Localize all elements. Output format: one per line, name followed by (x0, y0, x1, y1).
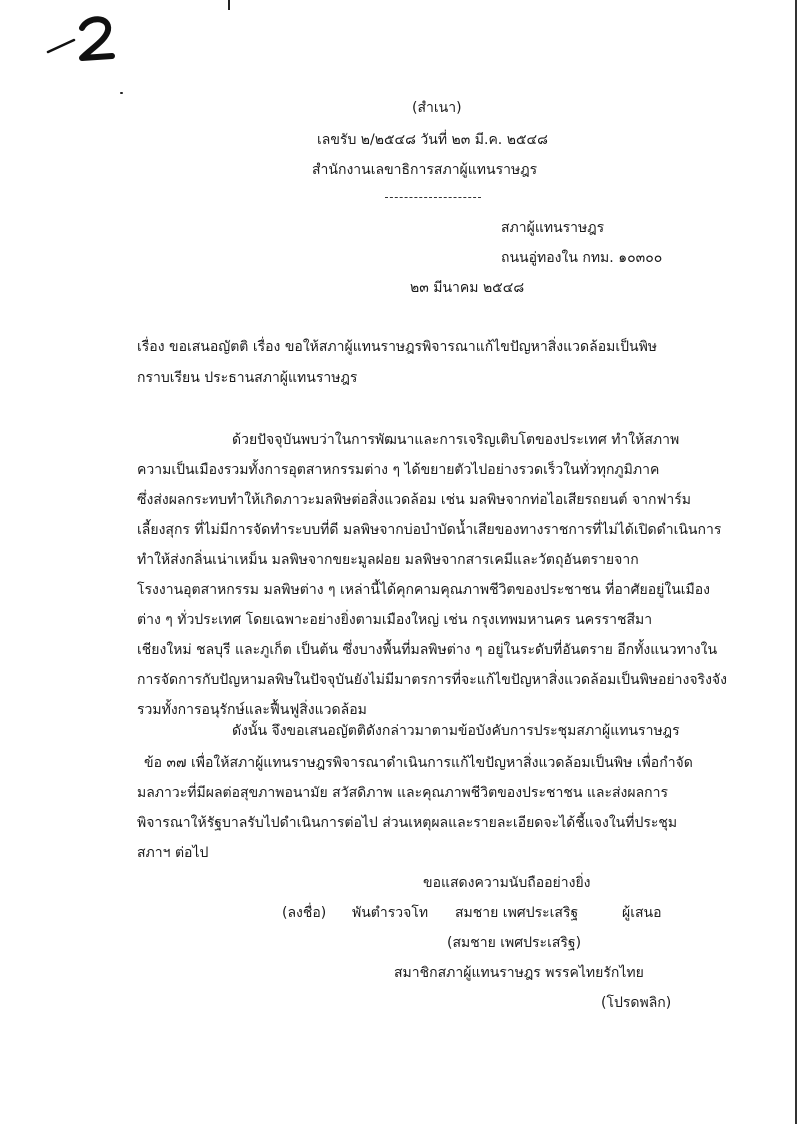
body-line: เชียงใหม่ ชลบุรี และภูเก็ต เป็นต้น ซึ่งบางพื้นที่มลพิษต่าง ๆ อยู่ในระดับที่อันตราย อีกทั้งแนวทางใน (137, 642, 718, 658)
scan-speck (120, 92, 123, 94)
body-line: สภาฯ ต่อไป (137, 845, 209, 861)
body-line: ข้อ ๓๗ เพื่อให้สภาผู้แทนราษฎรพิจารณาดำเนินการแก้ไขปัญหาสิ่งแวดล้อมเป็นพิษ เพื่อกำจัด (144, 755, 693, 771)
body-line: มลภาวะที่มีผลต่อสุขภาพอนามัย สวัสดิภาพ และคุณภาพชีวิตของประชาชน และส่งผลการ (137, 785, 669, 801)
signer-affiliation: สมาชิกสภาผู้แทนราษฎร พรรคไทยรักไทย (394, 965, 644, 981)
scan-artifact (228, 0, 230, 10)
body-line: ต่าง ๆ ทั่วประเทศ โดยเฉพาะอย่างยิ่งตามเมืองใหญ่ เช่น กรุงเทพมหานคร นครราชสีมา (137, 612, 653, 628)
body-line: โรงงานอุตสาหกรรม มลพิษต่าง ๆ เหล่านี้ได้คุกคามคุณภาพชีวิตของประชาชน ที่อาศัยอยู่ในเมือง (137, 582, 711, 598)
body-line: ทำให้ส่งกลิ่นเน่าเหม็น มลพิษจากขยะมูลฝอย มลพิษจากสารเคมีและวัตถุอันตรายจาก (137, 552, 639, 568)
copy-label: (สำเนา) (412, 100, 462, 116)
body-line: ดังนั้น จึงขอเสนอญัตติดังกล่าวมาตามข้อบังคับการประชุมสภาผู้แทนราษฎร (232, 723, 680, 739)
body-line: พิจารณาให้รัฐบาลรับไปดำเนินการต่อไป ส่วนเหตุผลและรายละเอียดจะได้ชี้แจงในที่ประชุม (137, 815, 678, 831)
address-line-2: ถนนอู่ทองใน กทม. ๑๐๓๐๐ (501, 250, 663, 266)
header-divider (385, 197, 481, 198)
scan-artifact (795, 0, 797, 1124)
handwritten-page-number (44, 14, 124, 66)
body-line: รวมทั้งการอนุรักษ์และฟื้นฟูสิ่งแวดล้อม (137, 702, 367, 718)
body-line: ซึ่งส่งผลกระทบทำให้เกิดภาวะมลพิษต่อสิ่งแวดล้อม เช่น มลพิษจากท่อไอเสียรถยนต์ จากฟาร์ม (137, 492, 692, 508)
office-name: สำนักงานเลขาธิการสภาผู้แทนราษฎร (312, 162, 538, 178)
subject-line: เรื่อง ขอเสนอญัตติ เรื่อง ขอให้สภาผู้แทนราษฎรพิจารณาแก้ไขปัญหาสิ่งแวดล้อมเป็นพิษ (137, 339, 658, 355)
body-line: เลี้ยงสุกร ที่ไม่มีการจัดทำระบบที่ดี มลพิษจากบ่อบำบัดน้ำเสียของทางราชการที่ไม่ได้เปิดดำเนินการ (137, 522, 722, 538)
address-line-1: สภาผู้แทนราษฎร (501, 220, 605, 236)
letter-date: ๒๓ มีนาคม ๒๕๔๘ (410, 280, 525, 296)
body-line: การจัดการกับปัญหามลพิษในปัจจุบันยังไม่มีมาตรการที่จะแก้ไขปัญหาสิ่งแวดล้อมเป็นพิษอย่างจริงจัง (137, 672, 727, 688)
body-line: ด้วยปัจจุบันพบว่าในการพัฒนาและการเจริญเติบโตของประเทศ ทำให้สภาพ (232, 432, 680, 448)
signer-rank: พันตำรวจโท (352, 905, 429, 921)
please-turn-over: (โปรดพลิก) (601, 995, 672, 1011)
signature-label: (ลงชื่อ) (282, 905, 327, 921)
body-line: ความเป็นเมืองรวมทั้งการอุตสาหกรรมต่าง ๆ ได้ขยายตัวไปอย่างรวดเร็วในทั่วทุกภูมิภาค (137, 462, 660, 478)
salutation: กราบเรียน ประธานสภาผู้แทนราษฎร (137, 370, 358, 386)
signer-name-printed: (สมชาย เพศประเสริฐ) (447, 935, 582, 951)
closing-regards: ขอแสดงความนับถืออย่างยิ่ง (423, 875, 591, 891)
signer-role: ผู้เสนอ (622, 905, 662, 921)
signer-name: สมชาย เพศประเสริฐ (455, 905, 579, 921)
received-number: เลขรับ ๒/๒๕๔๘ วันที่ ๒๓ มี.ค. ๒๕๔๘ (317, 132, 548, 148)
